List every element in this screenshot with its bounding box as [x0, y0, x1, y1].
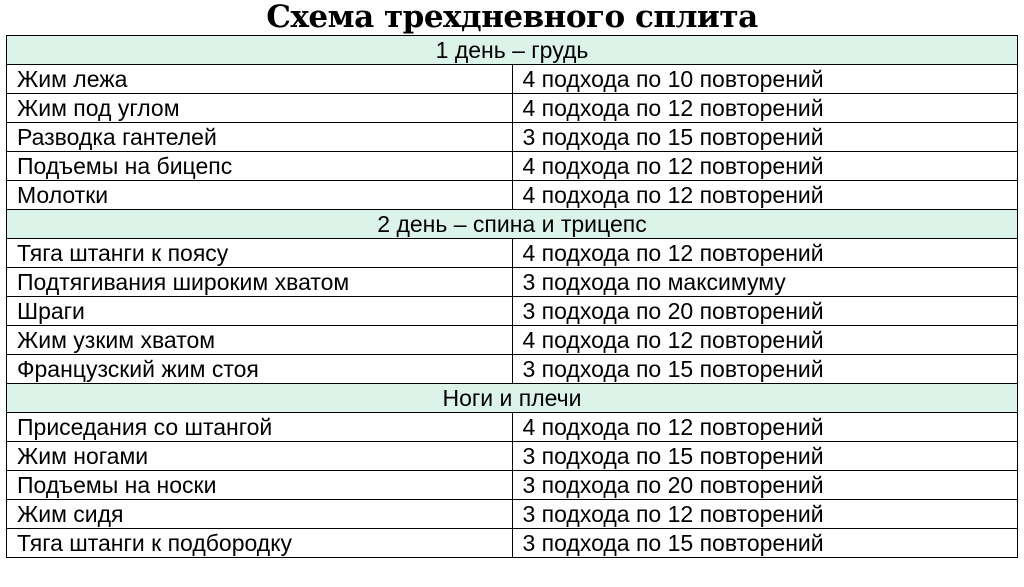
sets-cell: 3 подхода по 15 повторений — [512, 355, 1018, 384]
table-row — [7, 529, 1018, 558]
table-row — [7, 413, 1018, 442]
exercise-cell: Подъемы на носки — [7, 471, 513, 500]
sets-cell: 3 подхода по 15 повторений — [512, 442, 1018, 471]
section-header: 1 день – грудь — [7, 36, 1018, 65]
section-header-row — [7, 210, 1018, 239]
sets-cell: 4 подхода по 12 повторений — [512, 413, 1018, 442]
sets-cell: 4 подхода по 10 повторений — [512, 65, 1018, 94]
table-row — [7, 297, 1018, 326]
section-header-row — [7, 384, 1018, 413]
exercise-cell: Шраги — [7, 297, 513, 326]
exercise-cell: Жим сидя — [7, 500, 513, 529]
sets-cell: 4 подхода по 12 повторений — [512, 152, 1018, 181]
sets-cell: 4 подхода по 12 повторений — [512, 181, 1018, 210]
section-header: 2 день – спина и трицепс — [7, 210, 1018, 239]
table-row — [7, 471, 1018, 500]
split-schedule-table — [6, 35, 1018, 558]
page-title: Схема трехдневного сплита — [266, 0, 758, 35]
table-row — [7, 326, 1018, 355]
table-row — [7, 268, 1018, 297]
table-row — [7, 239, 1018, 268]
exercise-cell: Тяга штанги к поясу — [7, 239, 513, 268]
sets-cell: 4 подхода по 12 повторений — [512, 239, 1018, 268]
sets-cell: 3 подхода по 15 повторений — [512, 123, 1018, 152]
sets-cell: 3 подхода по 20 повторений — [512, 297, 1018, 326]
table-row — [7, 355, 1018, 384]
table-row — [7, 152, 1018, 181]
exercise-cell: Разводка гантелей — [7, 123, 513, 152]
sets-cell: 3 подхода по 15 повторений — [512, 529, 1018, 558]
exercise-cell: Подтягивания широким хватом — [7, 268, 513, 297]
section-header-row — [7, 36, 1018, 65]
table-row — [7, 442, 1018, 471]
exercise-cell: Молотки — [7, 181, 513, 210]
table-row — [7, 94, 1018, 123]
sets-cell: 3 подхода по максимуму — [512, 268, 1018, 297]
table-row — [7, 500, 1018, 529]
exercise-cell: Подъемы на бицепс — [7, 152, 513, 181]
sets-cell: 4 подхода по 12 повторений — [512, 326, 1018, 355]
sets-cell: 4 подхода по 12 повторений — [512, 94, 1018, 123]
sets-cell: 3 подхода по 20 повторений — [512, 471, 1018, 500]
table-body — [7, 36, 1018, 558]
exercise-cell: Французский жим стоя — [7, 355, 513, 384]
exercise-cell: Приседания со штангой — [7, 413, 513, 442]
sets-cell: 3 подхода по 12 повторений — [512, 500, 1018, 529]
exercise-cell: Жим ногами — [7, 442, 513, 471]
table-row — [7, 65, 1018, 94]
section-header: Ноги и плечи — [7, 384, 1018, 413]
table-row — [7, 123, 1018, 152]
exercise-cell: Жим под углом — [7, 94, 513, 123]
exercise-cell: Тяга штанги к подбородку — [7, 529, 513, 558]
exercise-cell: Жим лежа — [7, 65, 513, 94]
exercise-cell: Жим узким хватом — [7, 326, 513, 355]
table-row — [7, 181, 1018, 210]
